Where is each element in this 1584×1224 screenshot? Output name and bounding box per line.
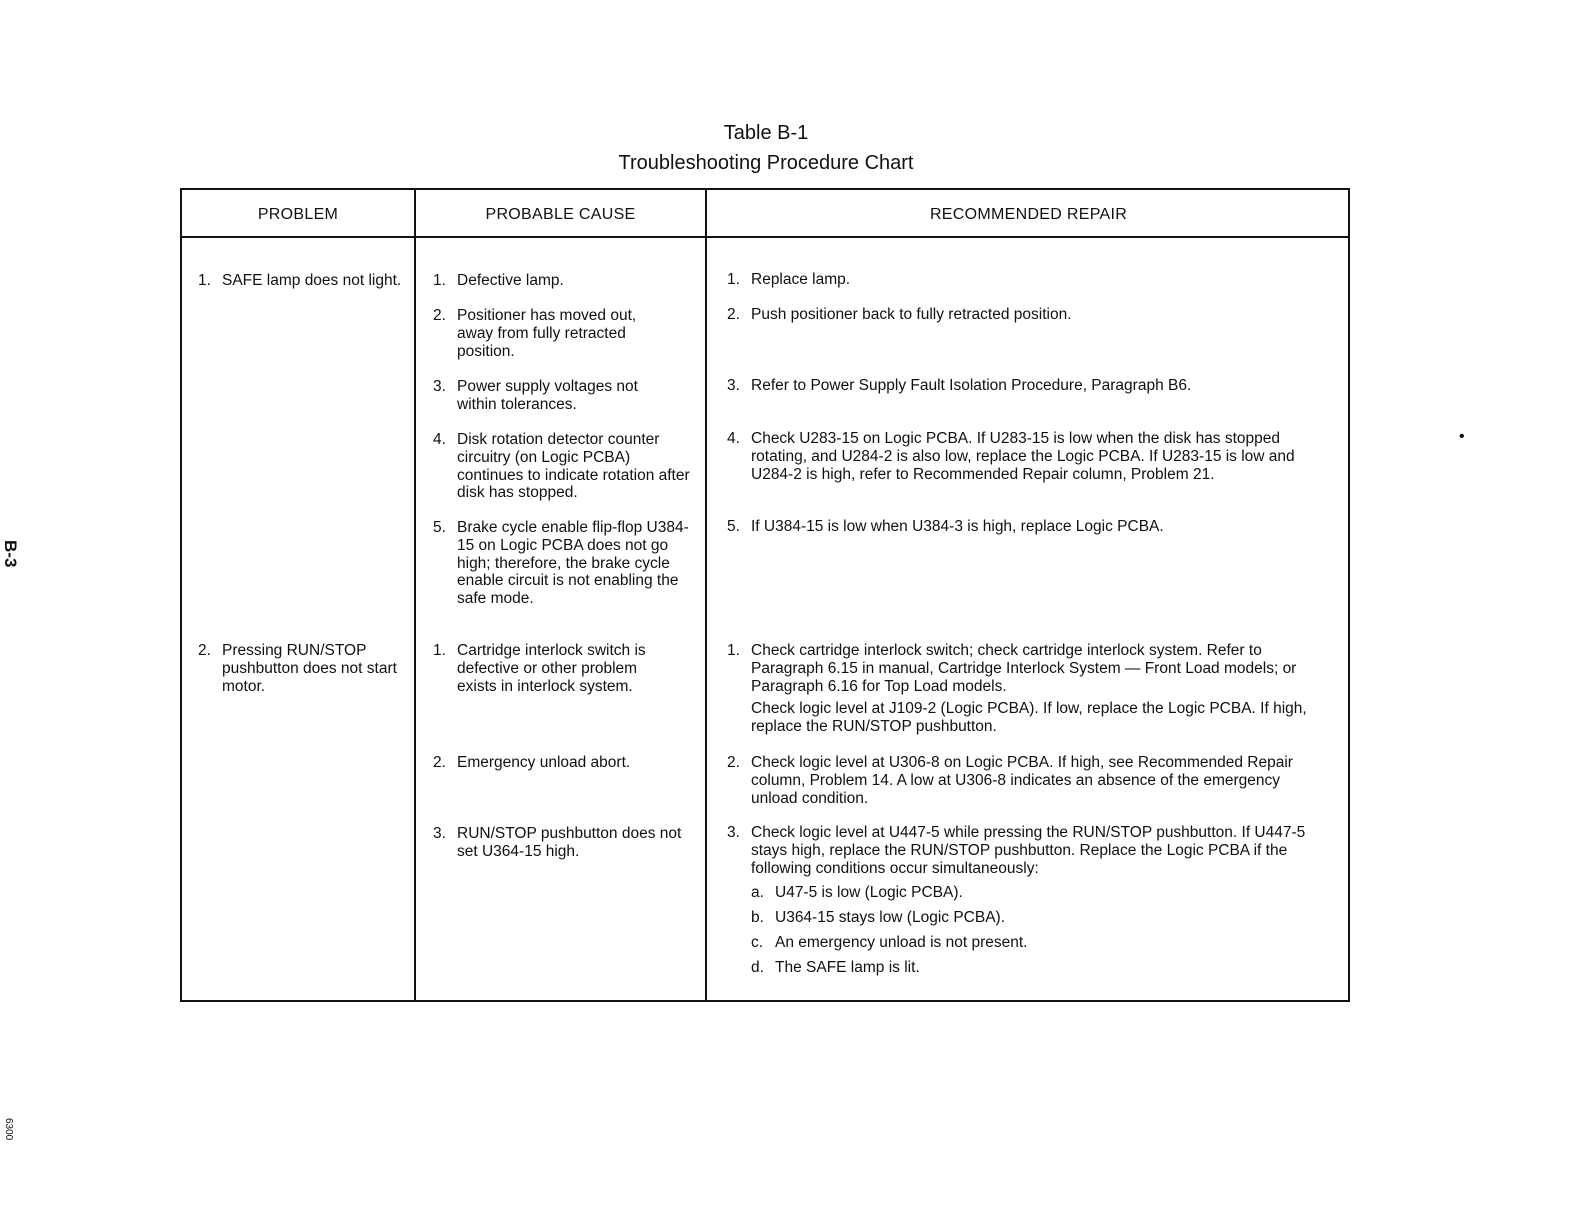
problem-2-cause-1: 1. Cartridge interlock switch is defective or other problem exists in interlock system. xyxy=(433,642,646,695)
header-divider xyxy=(182,236,1348,238)
problem-1-repair-1: 1. Replace lamp. xyxy=(727,271,851,288)
problem-1-cause-1: 1. Defective lamp. xyxy=(433,272,564,289)
repair-subitem: c. An emergency unload is not present. xyxy=(751,933,1028,951)
column-divider xyxy=(414,190,416,1000)
problem-1-cause-2: 2. Positioner has moved out, away from fully retracted position. xyxy=(433,307,637,360)
stray-mark: • xyxy=(1459,428,1465,445)
problem-1-repair-2: 2. Push positioner back to fully retracted position. xyxy=(727,306,1072,323)
page-number: B-3 xyxy=(1,540,20,568)
problem-2-repair-1-extra: Check logic level at J109-2 (Logic PCBA). If low, replace the Logic PCBA. If high, replace the RUN/STOP pushbutton. xyxy=(751,700,1307,736)
header-problem: PROBLEM xyxy=(257,206,339,223)
problem-2: 2. Pressing RUN/STOP pushbutton does not start motor. xyxy=(198,642,397,695)
document-code: 6300 xyxy=(3,1118,14,1141)
problem-2-repair-2: 2. Check logic level at U306-8 on Logic PCBA. If high, see Recommended Repair column, Problem 14. A low at U306-8 indicates an absence of the emergency unload condition. xyxy=(727,754,1293,807)
header-recommended-repair: RECOMMENDED REPAIR xyxy=(929,206,1128,223)
header-probable-cause: PROBABLE CAUSE xyxy=(485,206,636,223)
repair-subitem: a. U47-5 is low (Logic PCBA). xyxy=(751,884,963,902)
problem-1-repair-3: 3. Refer to Power Supply Fault Isolation Procedure, Paragraph B6. xyxy=(727,377,1192,394)
problem-1-repair-4: 4. Check U283-15 on Logic PCBA. If U283-15 is low when the disk has stopped rotating, and U284-2 is also low, replace the Logic PCBA. If U283-15 is low and U284-2 is high, refer to Recommended Repair column, Problem 21. xyxy=(727,430,1295,483)
troubleshooting-table xyxy=(180,188,1350,1002)
repair-subitem: b. U364-15 stays low (Logic PCBA). xyxy=(751,909,1006,927)
problem-1-cause-4: 4. Disk rotation detector counter circuitry (on Logic PCBA) continues to indicate rotation after disk has stopped. xyxy=(433,431,690,502)
repair-subitem: d. The SAFE lamp is lit. xyxy=(751,958,920,976)
column-divider xyxy=(705,190,707,1000)
problem-1-repair-5: 5. If U384-15 is low when U384-3 is high, replace Logic PCBA. xyxy=(727,518,1164,535)
problem-1-cause-3: 3. Power supply voltages not within tolerances. xyxy=(433,378,638,413)
problem-2-cause-2: 2. Emergency unload abort. xyxy=(433,754,631,771)
problem-1-cause-5: 5. Brake cycle enable flip-flop U384-15 on Logic PCBA does not go high; therefore, the brake cycle enable circuit is not enabling the safe mode. xyxy=(433,519,689,608)
problem-2-repair-1: 1. Check cartridge interlock switch; check cartridge interlock system. Refer to Paragraph 6.15 in manual, Cartridge Interlock System — Front Load models; or Paragraph 6.16 for Top Load models. Check logic level at J109-2 (Logic PCBA). If low, replace the Logic PCBA. If high, replace the RUN/STOP pushbutton. xyxy=(727,642,1307,736)
problem-2-repair-3: 3. Check logic level at U447-5 while pressing the RUN/STOP pushbutton. If U447-5 stays high, replace the RUN/STOP pushbutton. Replace the Logic PCBA if the following conditions occur simultaneously: a. U47-5 is low (Logic PCBA). b. U364-15 stays low (Logic PCBA). c. An emergency unload is not present. d. The SAFE lamp is lit. xyxy=(727,824,1306,976)
table-title: Troubleshooting Procedure Chart xyxy=(618,152,914,174)
problem-2-cause-3: 3. RUN/STOP pushbutton does not set U364-15 high. xyxy=(433,825,682,860)
table-number: Table B-1 xyxy=(723,122,809,144)
problem-1: 1. SAFE lamp does not light. xyxy=(198,272,402,289)
